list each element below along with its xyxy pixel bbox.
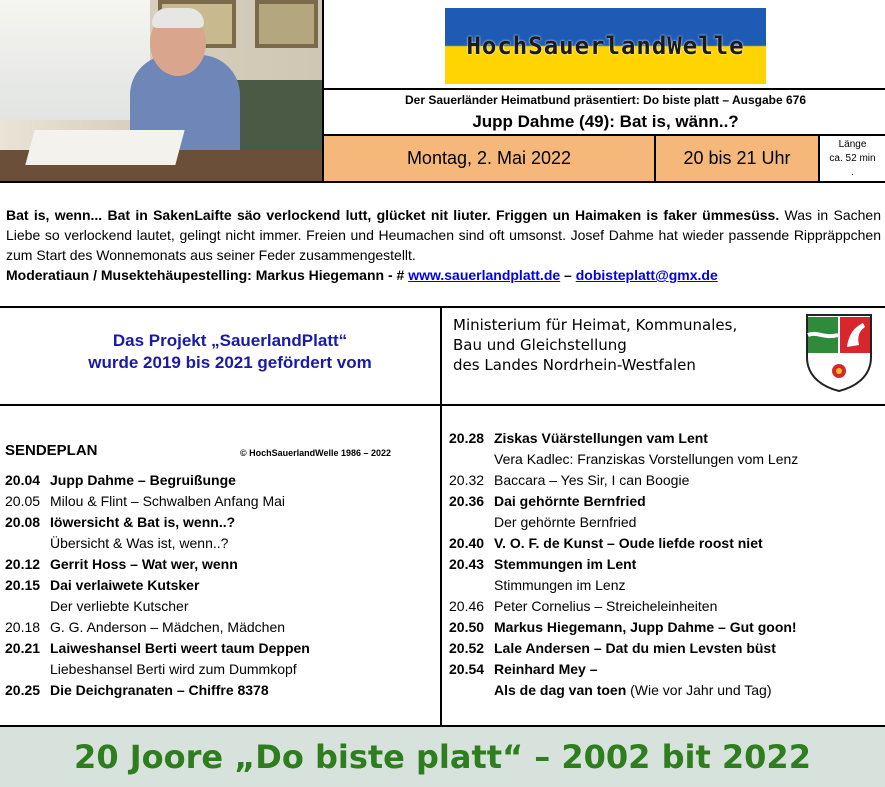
schedule-time: 20.43	[449, 556, 485, 572]
schedule-right	[449, 428, 881, 701]
schedule-title: Markus Hiegemann, Jupp Dahme – Gut goon!	[494, 619, 797, 635]
schedule-time: 20.08	[5, 514, 41, 530]
date-text: Montag, 2. Mai 2022	[406, 148, 572, 168]
schedule-time: 20.54	[449, 661, 485, 677]
duration-value: ca. 52 min	[829, 153, 876, 164]
duration	[820, 138, 885, 180]
ministry-line: Ministerium für Heimat, Kommunales,	[453, 316, 738, 334]
logo-text: HochSauerlandWelle	[466, 32, 745, 60]
schedule-title: Dai gehörnte Bernfried	[494, 493, 646, 509]
sendeplan-heading: SENDEPLAN	[5, 442, 98, 459]
station-logo	[445, 8, 766, 84]
projekt-line: Das Projekt „SauerlandPlatt“	[112, 331, 348, 350]
projekt-note	[30, 330, 430, 374]
schedule-title: Iöwersicht & Bat is, wenn..?	[50, 514, 236, 530]
schedule-subtitle: Übersicht & Was ist, wenn..?	[50, 535, 229, 551]
time-text: 20 bis 21 Uhr	[683, 148, 791, 168]
host-photo	[0, 0, 322, 181]
schedule-time: 20.25	[5, 682, 41, 698]
schedule-time: 20.52	[449, 640, 485, 656]
divider	[0, 404, 885, 406]
schedule-title: Reinhard Mey –	[494, 661, 598, 677]
ministry-line: des Landes Nordrhein-Westfalen	[453, 356, 696, 374]
schedule-title: Milou & Flint – Schwalben Anfang Mai	[50, 493, 286, 509]
anniversary-banner	[0, 727, 885, 787]
schedule-time: 20.32	[449, 472, 485, 488]
schedule-subtitle: Der verliebte Kutscher	[50, 598, 189, 614]
intro-platt: Bat is, wenn... Bat in SakenLaifte säo verlockend lutt, glücket nit liuter. Friggen un Haimaken is faker ümmesüss.	[6, 207, 780, 223]
schedule-time: 20.21	[5, 640, 41, 656]
separator: –	[560, 267, 576, 283]
email-link[interactable]: dobisteplatt@gmx.de	[575, 267, 718, 283]
banner-text: 20 Joore „Do biste platt“ – 2002 bit 2022	[74, 738, 811, 776]
schedule-subtitle: Der gehörnte Bernfried	[494, 514, 637, 530]
intro-german: Was in Sachen Liebe so verlockend lautet, gelingt nicht immer. Freien und Heumachen sind oft umsonst. Josef Dahme hat wieder passende Rippräppchen zum Start des Wonnemonats aus seiner Feder zusammengestellt.	[6, 207, 881, 263]
divider	[324, 88, 885, 90]
schedule-time: 20.12	[5, 556, 41, 572]
schedule-subtitle: Vera Kadlec: Franziskas Vorstellungen vom Lenz	[494, 451, 799, 467]
schedule-title: Baccara – Yes Sir, I can Boogie	[494, 472, 690, 488]
divider	[440, 306, 442, 726]
schedule-time: 20.18	[5, 619, 41, 635]
schedule-time: 20.50	[449, 619, 485, 635]
schedule-time: 20.28	[449, 430, 485, 446]
schedule-title: G. G. Anderson – Mädchen, Mädchen	[50, 619, 286, 635]
duration-dot: .	[851, 167, 854, 178]
schedule-time: 20.46	[449, 598, 485, 614]
schedule-title: Gerrit Hoss – Wat wer, wenn	[50, 556, 238, 572]
schedule-subtitle-note: (Wie vor Jahr und Tag)	[626, 682, 772, 698]
episode-title: Jupp Dahme (49): Bat is, wänn..?	[472, 112, 739, 131]
schedule-subtitle: Liebeshansel Berti wird zum Dummkopf	[50, 661, 297, 677]
moderation-label: Moderatiaun / Musektehäupestelling: Markus Hiegemann - #	[6, 267, 409, 283]
schedule-title: Jupp Dahme – Begruißunge	[50, 472, 236, 488]
schedule-title: Lale Andersen – Dat du mien Levsten büst	[494, 640, 776, 656]
schedule-title: Dai verlaiwete Kutsker	[50, 577, 200, 593]
schedule-title: Ziskas Vüärstellungen vam Lent	[494, 430, 708, 446]
schedule-subtitle: Als de dag van toen	[494, 682, 627, 698]
broadcast-date	[324, 136, 654, 181]
schedule-title: Laiweshansel Berti weert taum Deppen	[50, 640, 310, 656]
presents-line: Der Sauerländer Heimatbund präsentiert: Do biste platt – Ausgabe 676	[405, 93, 806, 107]
ministry-name	[453, 315, 793, 375]
schedule-time: 20.15	[5, 577, 41, 593]
schedule-title: V. O. F. de Kunst – Oude liefde roost niet	[494, 535, 763, 551]
schedule-title: Die Deichgranaten – Chiffre 8378	[50, 682, 269, 698]
divider	[0, 181, 885, 183]
schedule-time: 20.36	[449, 493, 485, 509]
copyright: © HochSauerlandWelle 1986 – 2022	[240, 448, 392, 458]
duration-label: Länge	[838, 139, 867, 150]
schedule-time: 20.40	[449, 535, 485, 551]
ministry-line: Bau und Gleichstellung	[453, 336, 627, 354]
nrw-coat-of-arms-icon	[803, 313, 875, 393]
divider	[0, 306, 885, 308]
schedule-left	[5, 470, 435, 701]
schedule-title: Peter Cornelius – Streicheleinheiten	[494, 598, 718, 614]
schedule-time: 20.04	[5, 472, 41, 488]
projekt-line: wurde 2019 bis 2021 gefördert vom	[88, 353, 372, 372]
broadcast-time	[656, 136, 818, 181]
intro-text	[6, 205, 881, 285]
schedule-title: Stemmungen im Lent	[494, 556, 637, 572]
website-link[interactable]: www.sauerlandplatt.de	[408, 267, 561, 283]
schedule-subtitle: Stimmungen im Lenz	[494, 577, 626, 593]
schedule-time: 20.05	[5, 493, 41, 509]
